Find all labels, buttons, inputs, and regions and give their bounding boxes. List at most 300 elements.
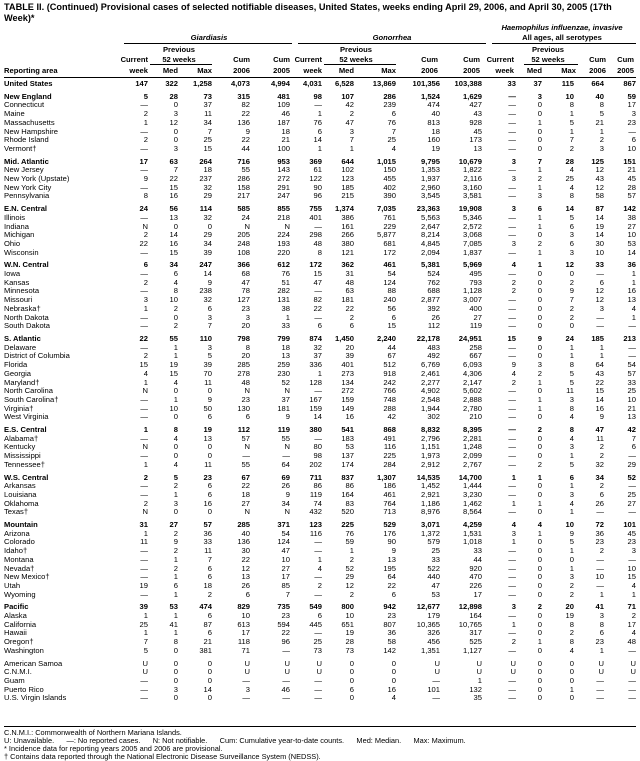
value-cell: —	[628, 352, 636, 361]
value-cell: 4,073	[230, 80, 250, 88]
value-cell: 83	[345, 499, 354, 508]
value-cell: 2	[173, 564, 178, 573]
value-cell: 1	[285, 313, 290, 322]
value-cell: 0	[569, 668, 574, 677]
value-cell: —	[596, 685, 604, 694]
value-cell: 98	[313, 452, 322, 461]
value-cell: —	[508, 343, 516, 352]
value-cell: U	[598, 659, 604, 668]
value-cell: 1,151	[420, 443, 440, 452]
value-cell: 34	[203, 118, 212, 127]
value-cell: 2	[173, 322, 178, 331]
value-cell: 6	[207, 629, 212, 638]
value-cell: 549	[309, 603, 322, 612]
value-cell: 4	[569, 646, 574, 655]
value-cell: 1	[349, 144, 354, 153]
value-cell: 10	[595, 573, 604, 582]
value-cell: 185	[591, 334, 604, 343]
value-cell: —	[140, 270, 148, 279]
value-cell: 6	[391, 313, 396, 322]
value-cell: 149	[341, 404, 354, 413]
value-cell: 761	[383, 213, 396, 222]
value-cell: 41	[595, 603, 604, 612]
reporting-area-cell: Wyoming	[4, 590, 36, 599]
value-cell: 9	[207, 278, 212, 287]
value-cell: 735	[277, 603, 290, 612]
table-row	[4, 110, 636, 119]
value-cell: 14	[595, 231, 604, 240]
value-cell: 19,908	[458, 205, 482, 214]
value-cell: 474	[427, 101, 440, 110]
value-cell: 0	[537, 508, 542, 517]
value-cell: 6	[245, 590, 250, 599]
value-cell: 101	[427, 685, 440, 694]
value-cell: 713	[383, 508, 396, 517]
table-row	[4, 461, 636, 470]
value-cell: 32	[203, 213, 212, 222]
value-cell: 445	[309, 620, 322, 629]
value-cell: —	[596, 313, 604, 322]
value-cell: 13	[627, 413, 636, 422]
value-cell: —	[140, 564, 148, 573]
value-cell: —	[140, 685, 148, 694]
value-cell: 22	[169, 175, 178, 184]
year2006-label-1: 2006	[233, 66, 250, 75]
value-cell: 0	[537, 413, 542, 422]
value-cell: 2,147	[462, 378, 482, 387]
value-cell: 2,116	[463, 175, 482, 184]
value-cell: 54	[627, 361, 636, 370]
value-cell: —	[508, 166, 516, 175]
value-cell: 2	[511, 287, 516, 296]
value-cell: 143	[277, 166, 290, 175]
value-cell: 30	[241, 547, 250, 556]
value-cell: 8	[599, 620, 604, 629]
value-cell: 7	[207, 322, 212, 331]
value-cell: 3	[173, 499, 178, 508]
value-cell: 594	[277, 620, 290, 629]
value-cell: 47	[313, 278, 322, 287]
value-cell: 380	[341, 239, 354, 248]
value-cell: 302	[427, 413, 440, 422]
value-cell: U	[244, 659, 250, 668]
value-cell: 164	[469, 612, 482, 621]
value-cell: 12	[595, 183, 604, 192]
reporting-area-cell: Nebraska†	[4, 304, 41, 313]
value-cell: 1,524	[420, 92, 440, 101]
value-cell: —	[596, 581, 604, 590]
value-cell: 16	[627, 287, 636, 296]
value-cell: 2	[143, 278, 148, 287]
value-cell: 28	[565, 157, 574, 166]
value-cell: 0	[537, 629, 542, 638]
value-cell: 17	[139, 157, 148, 166]
value-cell: 10	[627, 395, 636, 404]
reporting-area-cell: Ohio	[4, 239, 21, 248]
table-row	[4, 556, 636, 565]
reporting-area-cell: New Jersey	[4, 166, 44, 175]
value-cell: N	[142, 508, 148, 517]
value-cell: —	[508, 452, 516, 461]
value-cell: 76	[387, 118, 396, 127]
value-cell: 9,795	[420, 157, 440, 166]
value-cell: 23	[595, 538, 604, 547]
value-cell: U	[434, 659, 440, 668]
value-cell: 0	[537, 659, 542, 668]
value-cell: 137	[341, 452, 354, 461]
value-cell: 55	[281, 434, 290, 443]
value-cell: 10,765	[458, 620, 482, 629]
value-cell: 1	[143, 460, 148, 469]
value-cell: 100	[277, 144, 290, 153]
value-cell: 8	[569, 361, 574, 370]
value-cell: —	[314, 222, 322, 231]
value-cell: 9	[569, 287, 574, 296]
value-cell: 38	[627, 213, 636, 222]
value-cell: 1	[477, 677, 482, 685]
value-cell: 3	[349, 127, 354, 136]
table-row	[4, 686, 636, 695]
value-cell: 1	[537, 166, 542, 175]
value-cell: —	[140, 434, 148, 443]
value-cell: —	[314, 629, 322, 638]
value-cell: 23	[203, 473, 212, 482]
value-cell: —	[508, 612, 516, 621]
value-cell: 1	[173, 555, 178, 564]
value-cell: 2	[511, 378, 516, 387]
value-cell: 1	[569, 564, 574, 573]
value-cell: 928	[469, 118, 482, 127]
value-cell: 3	[173, 144, 178, 153]
value-cell: 3	[569, 231, 574, 240]
value-cell: 0	[537, 555, 542, 564]
value-cell: 3	[207, 313, 212, 322]
value-cell: 14	[595, 213, 604, 222]
value-cell: 19	[169, 361, 178, 370]
value-cell: 401	[341, 361, 354, 370]
value-cell: 9	[569, 529, 574, 538]
value-cell: 1	[511, 499, 516, 508]
value-cell: 3	[173, 685, 178, 694]
value-cell: 21	[627, 166, 636, 175]
value-cell: 37	[203, 101, 212, 110]
value-cell: 27	[241, 499, 250, 508]
reporting-area-cell: Alaska	[4, 612, 27, 621]
reporting-area-cell: Louisiana	[4, 490, 37, 499]
reporting-area-cell: District of Columbia	[4, 352, 70, 361]
value-cell: 34	[281, 499, 290, 508]
value-cell: 33	[431, 555, 440, 564]
value-cell: 19	[139, 581, 148, 590]
value-cell: 17	[627, 101, 636, 110]
value-cell: 210	[469, 413, 482, 422]
value-cell: 10	[169, 296, 178, 305]
med-label-1: Med	[162, 66, 178, 75]
value-cell: 4	[569, 413, 574, 422]
value-cell: 585	[237, 205, 250, 214]
value-cell: 392	[427, 304, 440, 313]
value-cell: 4	[511, 521, 516, 530]
value-cell: 6	[317, 322, 322, 331]
value-cell: 6	[317, 127, 322, 136]
value-cell: —	[596, 508, 604, 517]
value-cell: 10	[627, 231, 636, 240]
value-cell: 6	[391, 110, 396, 119]
value-cell: 2,921	[420, 490, 440, 499]
value-cell: 2,796	[420, 434, 440, 443]
value-cell: 15	[169, 369, 178, 378]
value-cell: 12,898	[458, 603, 482, 612]
value-cell: 172	[309, 261, 322, 270]
value-cell: —	[140, 144, 148, 153]
value-cell: 1,258	[192, 80, 212, 88]
value-cell: 366	[237, 261, 250, 270]
value-cell: 2	[143, 499, 148, 508]
value-cell: 266	[341, 231, 354, 240]
value-cell: 101	[623, 521, 636, 530]
value-cell: 2	[143, 231, 148, 240]
table-row	[4, 538, 636, 547]
reporting-area-cell: C.N.M.I.	[4, 668, 32, 677]
value-cell: 61	[313, 166, 322, 175]
reporting-area-cell: Kansas	[4, 278, 30, 287]
value-cell: 1	[631, 313, 636, 322]
value-cell: 57	[627, 192, 636, 201]
value-cell: 0	[391, 668, 396, 677]
value-cell: 3	[143, 296, 148, 305]
value-cell: —	[140, 404, 148, 413]
value-cell: 19	[345, 629, 354, 638]
value-cell: 20	[565, 603, 574, 612]
value-cell: 12	[595, 287, 604, 296]
region-row	[4, 335, 636, 344]
value-cell: 3,581	[462, 192, 482, 201]
value-cell: 2	[143, 352, 148, 361]
reporting-area-cell: New Mexico†	[4, 573, 50, 582]
value-cell: 24	[565, 334, 574, 343]
value-cell: 14	[313, 413, 322, 422]
value-cell: 0	[537, 144, 542, 153]
value-cell: 9	[599, 413, 604, 422]
value-cell: 33	[203, 538, 212, 547]
value-cell: 1	[569, 352, 574, 361]
value-cell: U	[142, 668, 148, 677]
value-cell: 119	[309, 490, 322, 499]
value-cell: 1	[599, 352, 604, 361]
value-cell: 0	[569, 555, 574, 564]
value-cell: 59	[627, 92, 636, 101]
table-row	[4, 530, 636, 539]
table-row	[4, 322, 636, 331]
value-cell: 0	[173, 443, 178, 452]
reporting-area-label: Reporting area	[4, 66, 58, 75]
table-row	[4, 279, 636, 288]
value-cell: 1	[173, 395, 178, 404]
value-cell: 1,937	[420, 175, 440, 184]
value-cell: —	[314, 538, 322, 547]
value-cell: —	[508, 694, 516, 703]
value-cell: 6	[391, 590, 396, 599]
value-cell: 36	[595, 529, 604, 538]
value-cell: 4,306	[462, 369, 482, 378]
value-cell: 2	[537, 239, 542, 248]
value-cell: 1,248	[462, 443, 482, 452]
value-cell: N	[284, 387, 290, 396]
value-cell: 3	[631, 110, 636, 119]
value-cell: 0	[537, 482, 542, 491]
value-cell: 202	[309, 460, 322, 469]
value-cell: 1	[631, 590, 636, 599]
table-row	[4, 452, 636, 461]
table-row	[4, 647, 636, 656]
value-cell: U	[630, 668, 636, 677]
value-cell: 69	[281, 473, 290, 482]
value-cell: 9	[391, 547, 396, 556]
value-cell: —	[314, 387, 322, 396]
value-cell: —	[508, 222, 516, 231]
value-cell: 9	[285, 413, 290, 422]
value-cell: 48	[313, 239, 322, 248]
value-cell: 6	[245, 413, 250, 422]
value-cell: 762	[427, 278, 440, 287]
value-cell: 2	[173, 304, 178, 313]
value-cell: 6	[569, 222, 574, 231]
value-cell: —	[432, 694, 440, 703]
value-cell: 18	[203, 581, 212, 590]
table-title	[4, 2, 640, 24]
value-cell: —	[508, 387, 516, 396]
value-cell: 73	[313, 646, 322, 655]
value-cell: 1	[599, 590, 604, 599]
region-row	[4, 603, 636, 612]
value-cell: 74	[313, 499, 322, 508]
value-cell: 23	[627, 118, 636, 127]
value-cell: 2	[537, 426, 542, 435]
value-cell: 132	[469, 685, 482, 694]
value-cell: 8,395	[462, 426, 482, 435]
value-cell: 21	[203, 638, 212, 647]
value-cell: N	[284, 508, 290, 517]
value-cell: 8,564	[462, 508, 482, 517]
value-cell: —	[314, 590, 322, 599]
value-cell: 0	[569, 694, 574, 703]
value-cell: 7,085	[462, 239, 482, 248]
value-cell: 14	[595, 395, 604, 404]
value-cell: 240	[383, 296, 396, 305]
value-cell: 44	[387, 343, 396, 352]
value-cell: 2	[569, 629, 574, 638]
value-cell: 57	[203, 521, 212, 530]
value-cell: 2,877	[420, 296, 440, 305]
value-cell: 2,912	[420, 460, 440, 469]
disease-underline-giardiasis	[124, 43, 292, 44]
value-cell: 122	[309, 175, 322, 184]
value-cell: 6	[207, 573, 212, 582]
value-cell: 17	[627, 620, 636, 629]
value-cell: 0	[537, 590, 542, 599]
value-cell: 0	[349, 677, 354, 685]
value-cell: —	[508, 547, 516, 556]
value-cell: 315	[237, 92, 250, 101]
value-cell: 1	[537, 118, 542, 127]
value-cell: 70	[203, 369, 212, 378]
value-cell: 1,444	[462, 482, 482, 491]
value-cell: 3,545	[420, 192, 440, 201]
value-cell: 44	[473, 555, 482, 564]
value-cell: 6	[599, 490, 604, 499]
value-cell: 541	[341, 426, 354, 435]
value-cell: 613	[237, 620, 250, 629]
value-cell: 14,700	[458, 473, 482, 482]
value-cell: 28	[627, 183, 636, 192]
value-cell: 688	[427, 287, 440, 296]
value-cell: 71	[241, 646, 250, 655]
value-cell: U	[316, 659, 322, 668]
value-cell: 239	[383, 101, 396, 110]
value-cell: 2	[631, 612, 636, 621]
value-cell: N	[244, 387, 250, 396]
value-cell: 22	[241, 136, 250, 145]
value-cell: 28	[345, 638, 354, 647]
value-cell: 380	[309, 426, 322, 435]
value-cell: 9	[143, 175, 148, 184]
value-cell: 22	[595, 378, 604, 387]
value-cell: 1	[569, 547, 574, 556]
value-cell: 10	[627, 564, 636, 573]
value-cell: 90	[387, 538, 396, 547]
value-cell: 21	[627, 404, 636, 413]
value-cell: 0	[537, 694, 542, 703]
value-cell: 793	[469, 278, 482, 287]
value-cell: 11	[204, 547, 212, 556]
value-cell: 3	[511, 603, 516, 612]
weeks52-underline-1	[150, 64, 212, 65]
reporting-area-cell: Washington	[4, 646, 44, 655]
value-cell: 371	[277, 521, 290, 530]
header-bottom-rule	[4, 77, 636, 78]
value-cell: —	[628, 508, 636, 517]
table-row	[4, 694, 636, 703]
value-cell: —	[508, 110, 516, 119]
value-cell: 51	[281, 278, 290, 287]
value-cell: 6	[599, 629, 604, 638]
value-cell: 0	[173, 136, 178, 145]
value-cell: 118	[237, 638, 250, 647]
value-cell: 3,160	[462, 183, 482, 192]
value-cell: 193	[277, 239, 290, 248]
reporting-area-cell: Rhode Island	[4, 136, 49, 145]
disease-underline-gonorrhea	[298, 43, 486, 44]
table-row	[4, 443, 636, 452]
value-cell: 5	[173, 473, 178, 482]
value-cell: —	[596, 677, 604, 685]
value-cell: 456	[427, 638, 440, 647]
value-cell: 0	[173, 222, 178, 231]
value-cell: 10	[595, 248, 604, 257]
reporting-area-cell: North Dakota	[4, 313, 49, 322]
value-cell: 0	[207, 222, 212, 231]
value-cell: —	[628, 646, 636, 655]
value-cell: 22	[139, 334, 148, 343]
value-cell: U	[284, 668, 290, 677]
value-cell: 6	[349, 685, 354, 694]
value-cell: 3	[569, 573, 574, 582]
reporting-area-cell: Puerto Rico	[4, 685, 44, 694]
value-cell: 748	[383, 395, 396, 404]
reporting-area-cell: Nevada†	[4, 564, 35, 573]
value-cell: 12	[241, 564, 250, 573]
value-cell: U	[284, 659, 290, 668]
